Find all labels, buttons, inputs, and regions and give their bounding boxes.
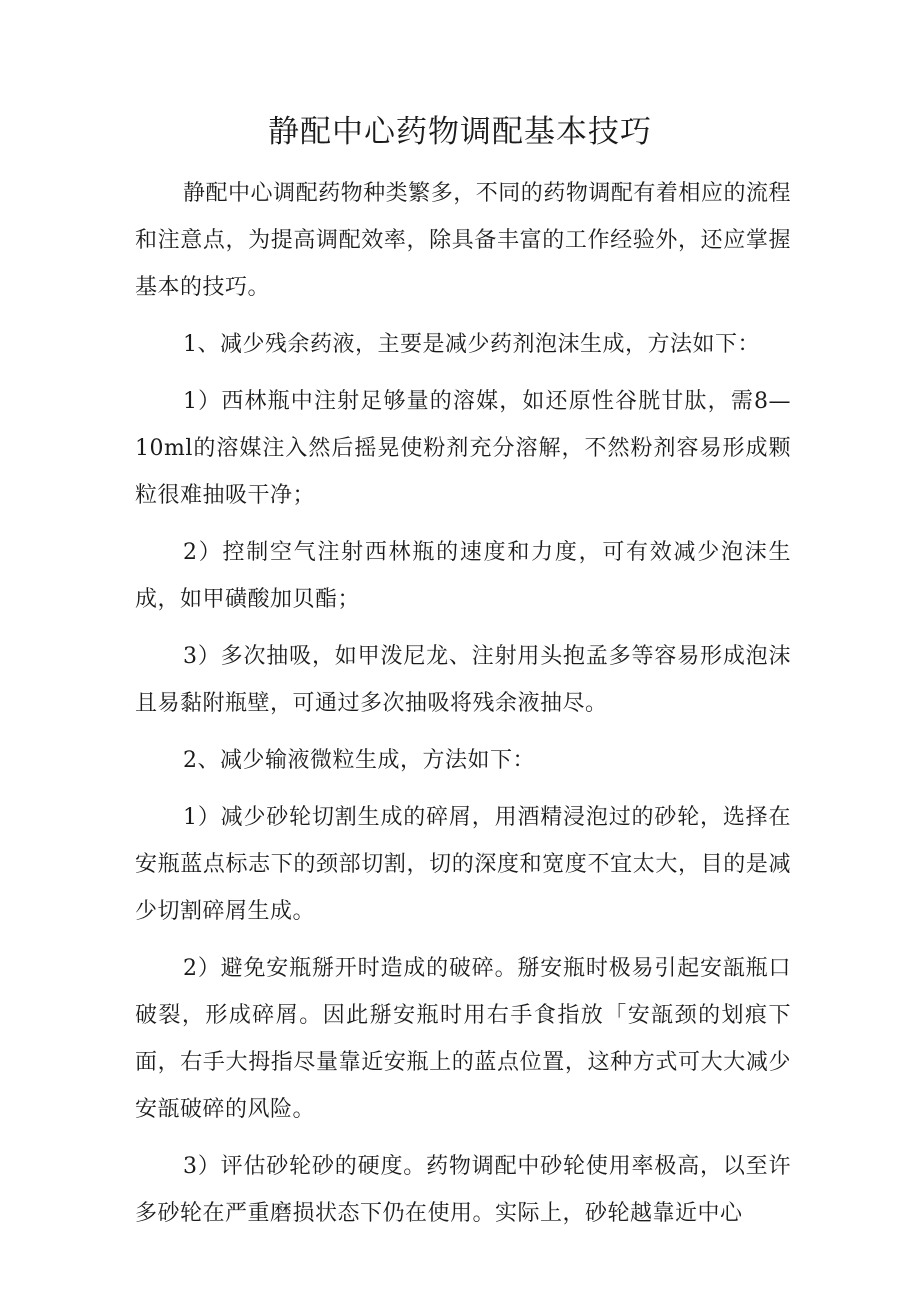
paragraph-section-1-item-2: 2）控制空气注射西林瓶的速度和力度，可有效减少泡沫生成，如甲磺酸加贝酯；	[135, 540, 791, 612]
paragraph-section-2-heading: 2、减少输液微粒生成，方法如下：	[183, 748, 535, 773]
paragraph-section-1-item-1: 1）西林瓶中注射足够量的溶媒，如还原性谷胱甘肽，需8—10ml的溶媒注入然后摇晃使粉剂充分溶解，不然粉剂容易形成颗粒很难抽吸干净；	[135, 389, 791, 508]
paragraph-section-1-item-3: 3）多次抽吸，如甲泼尼龙、注射用头抱孟多等容易形成泡沫且易黏附瓶壁，可通过多次抽吸将残余液抽尽。	[135, 644, 791, 716]
document-title: 静配中心药物调配基本技巧	[268, 114, 652, 150]
paragraph-section-2-item-2: 2）避免安瓶掰开时造成的破碎。掰安瓶时极易引起安瓿瓶口破裂，形成碎屑。因此掰安瓶时用右手食指放「安瓿颈的划痕下面，右手大拇指尽量靠近安瓶上的蓝点位置，这种方式可大大减少安瓿破碎的风险。	[135, 956, 791, 1122]
document-body	[135, 170, 791, 1247]
paragraph-section-2-item-1: 1）减少砂轮切割生成的碎屑，用酒精浸泡过的砂轮，选择在安瓶蓝点标志下的颈部切割，切的深度和宽度不宜太大，目的是减少切割碎屑生成。	[135, 805, 791, 924]
paragraph-section-1-heading: 1、减少残余药液，主要是减少药剂泡沫生成，方法如下：	[183, 332, 760, 357]
paragraph-section-2-item-3: 3）评估砂轮砂的硬度。药物调配中砂轮使用率极高，以至许多砂轮在严重磨损状态下仍在使用。实际上，砂轮越靠近中心	[135, 1154, 791, 1226]
paragraph-intro: 静配中心调配药物种类繁多，不同的药物调配有着相应的流程和注意点，为提高调配效率，除具备丰富的工作经验外，还应掌握基本的技巧。	[135, 181, 791, 300]
